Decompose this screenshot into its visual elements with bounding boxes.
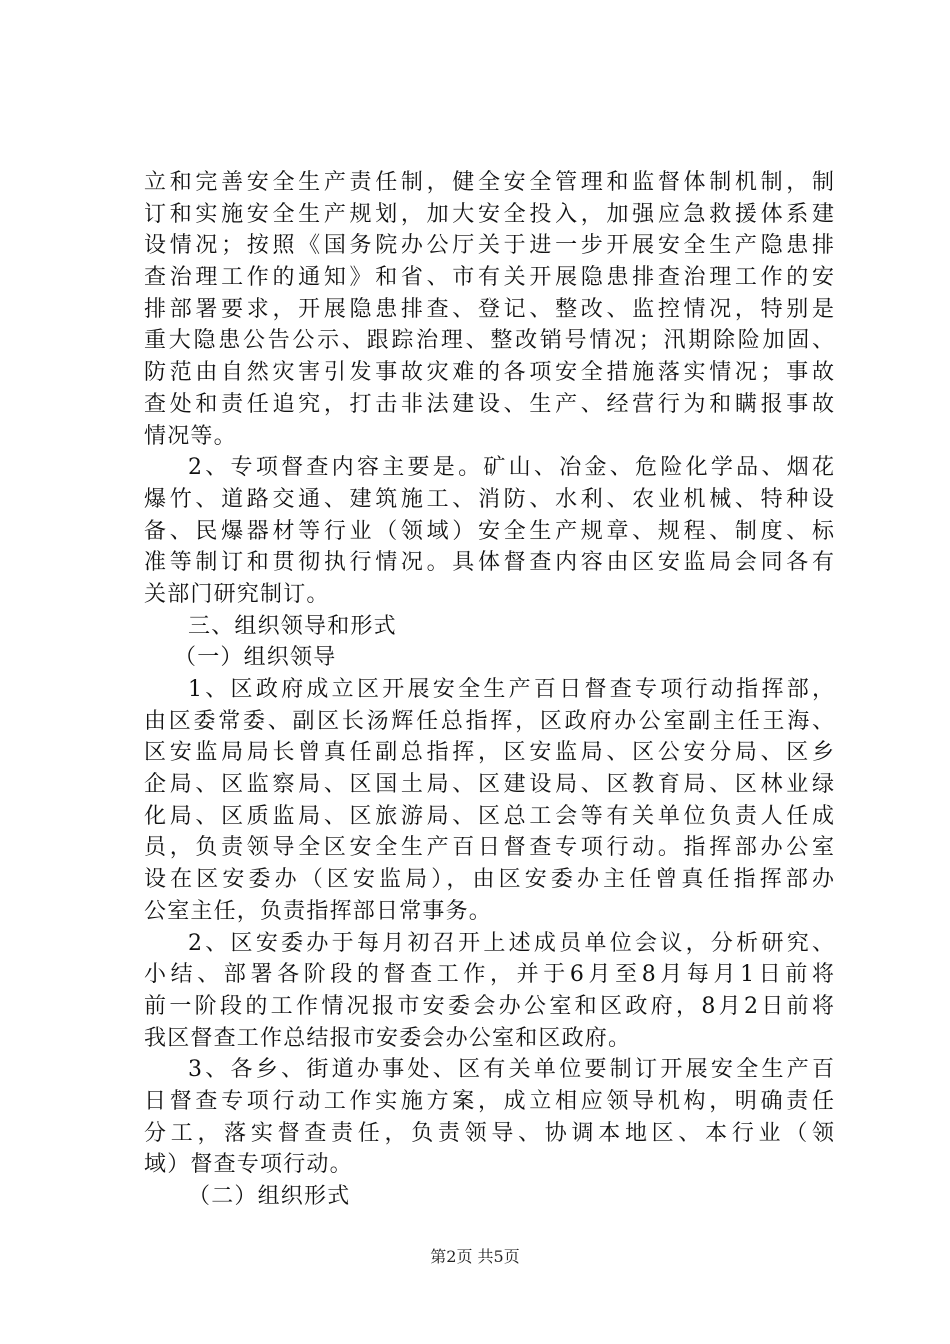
text-line: 日督查专项行动工作实施方案，成立相应领导机构，明确责任	[144, 1088, 834, 1114]
text-line: 我区督查工作总结报市安委会办公室和区政府。	[144, 1025, 632, 1051]
text-line: 化局、区质监局、区旅游局、区总工会等有关单位负责人任成	[144, 803, 834, 829]
paragraph-local	[144, 1054, 834, 1181]
text-line: 由区委常委、副区长汤辉任总指挥，区政府办公室副主任王海、	[144, 708, 834, 734]
subsection-heading: （二）组织形式	[188, 1184, 351, 1209]
text-line: 2、专项督查内容主要是。矿山、冶金、危险化学品、烟花	[188, 455, 834, 481]
text-line: 爆竹、道路交通、建筑施工、消防、水利、农业机械、特种设	[144, 486, 834, 512]
text-line: 情况等。	[144, 423, 237, 449]
text-line: 员，负责领导全区安全生产百日督查专项行动。指挥部办公室	[144, 835, 834, 861]
document-body	[144, 167, 834, 1213]
text-line: 订和实施安全生产规划，加大安全投入，加强应急救援体系建	[144, 201, 834, 227]
text-line: 准等制订和贯彻执行情况。具体督查内容由区安监局会同各有	[144, 550, 834, 576]
paragraph-command	[144, 674, 834, 928]
text-line: 备、民爆器材等行业（领域）安全生产规章、规程、制度、标	[144, 518, 834, 544]
text-line: 分工，落实督查责任，负责领导、协调本地区、本行业（领	[144, 1120, 834, 1146]
text-line: 查治理工作的通知》和省、市有关开展隐患排查治理工作的安	[144, 265, 834, 291]
text-line: 关部门研究制订。	[144, 581, 330, 607]
text-line: 设在区安委办（区安监局），由区安委办主任曾真任指挥部办	[144, 867, 834, 893]
section-heading: 三、组织领导和形式	[188, 613, 397, 639]
text-line: 公室主任，负责指挥部日常事务。	[144, 898, 493, 924]
subsection-heading: （一）组织领导	[174, 645, 337, 671]
text-line: 域）督查专项行动。	[144, 1152, 353, 1178]
text-line: 排部署要求，开展隐患排查、登记、整改、监控情况，特别是	[144, 296, 834, 322]
text-line: 区安监局局长曾真任副总指挥，区安监局、区公安分局、区乡	[144, 740, 834, 766]
text-line: 前一阶段的工作情况报市安委会办公室和区政府，8月2日前将	[144, 993, 834, 1019]
text-line: 设情况；按照《国务院办公厅关于进一步开展安全生产隐患排	[144, 233, 834, 259]
text-line: 2、区安委办于每月初召开上述成员单位会议，分析研究、	[188, 930, 834, 956]
text-line: 查处和责任追究，打击非法建设、生产、经营行为和瞒报事故	[144, 391, 834, 417]
text-line: 重大隐患公告公示、跟踪治理、整改销号情况；汛期除险加固、	[144, 328, 834, 354]
text-line: 1、区政府成立区开展安全生产百日督查专项行动指挥部，	[188, 677, 834, 702]
text-line: 小结、部署各阶段的督查工作，并于6月至8月每月1日前将	[144, 962, 834, 988]
text-line: 立和完善安全生产责任制，健全安全管理和监督体制机制，制	[144, 170, 834, 195]
text-line: 3、各乡、街道办事处、区有关单位要制订开展安全生产百	[188, 1057, 834, 1083]
paragraph-responsibility	[144, 167, 834, 452]
page-number-footer: 第2页 共5页	[430, 1247, 520, 1266]
paragraph-meeting	[144, 928, 834, 1055]
paragraph-special-content	[144, 452, 834, 610]
text-line: 防范由自然灾害引发事故灾难的各项安全措施落实情况；事故	[144, 360, 834, 386]
text-line: 企局、区监察局、区国土局、区建设局、区教育局、区林业绿	[144, 772, 834, 798]
